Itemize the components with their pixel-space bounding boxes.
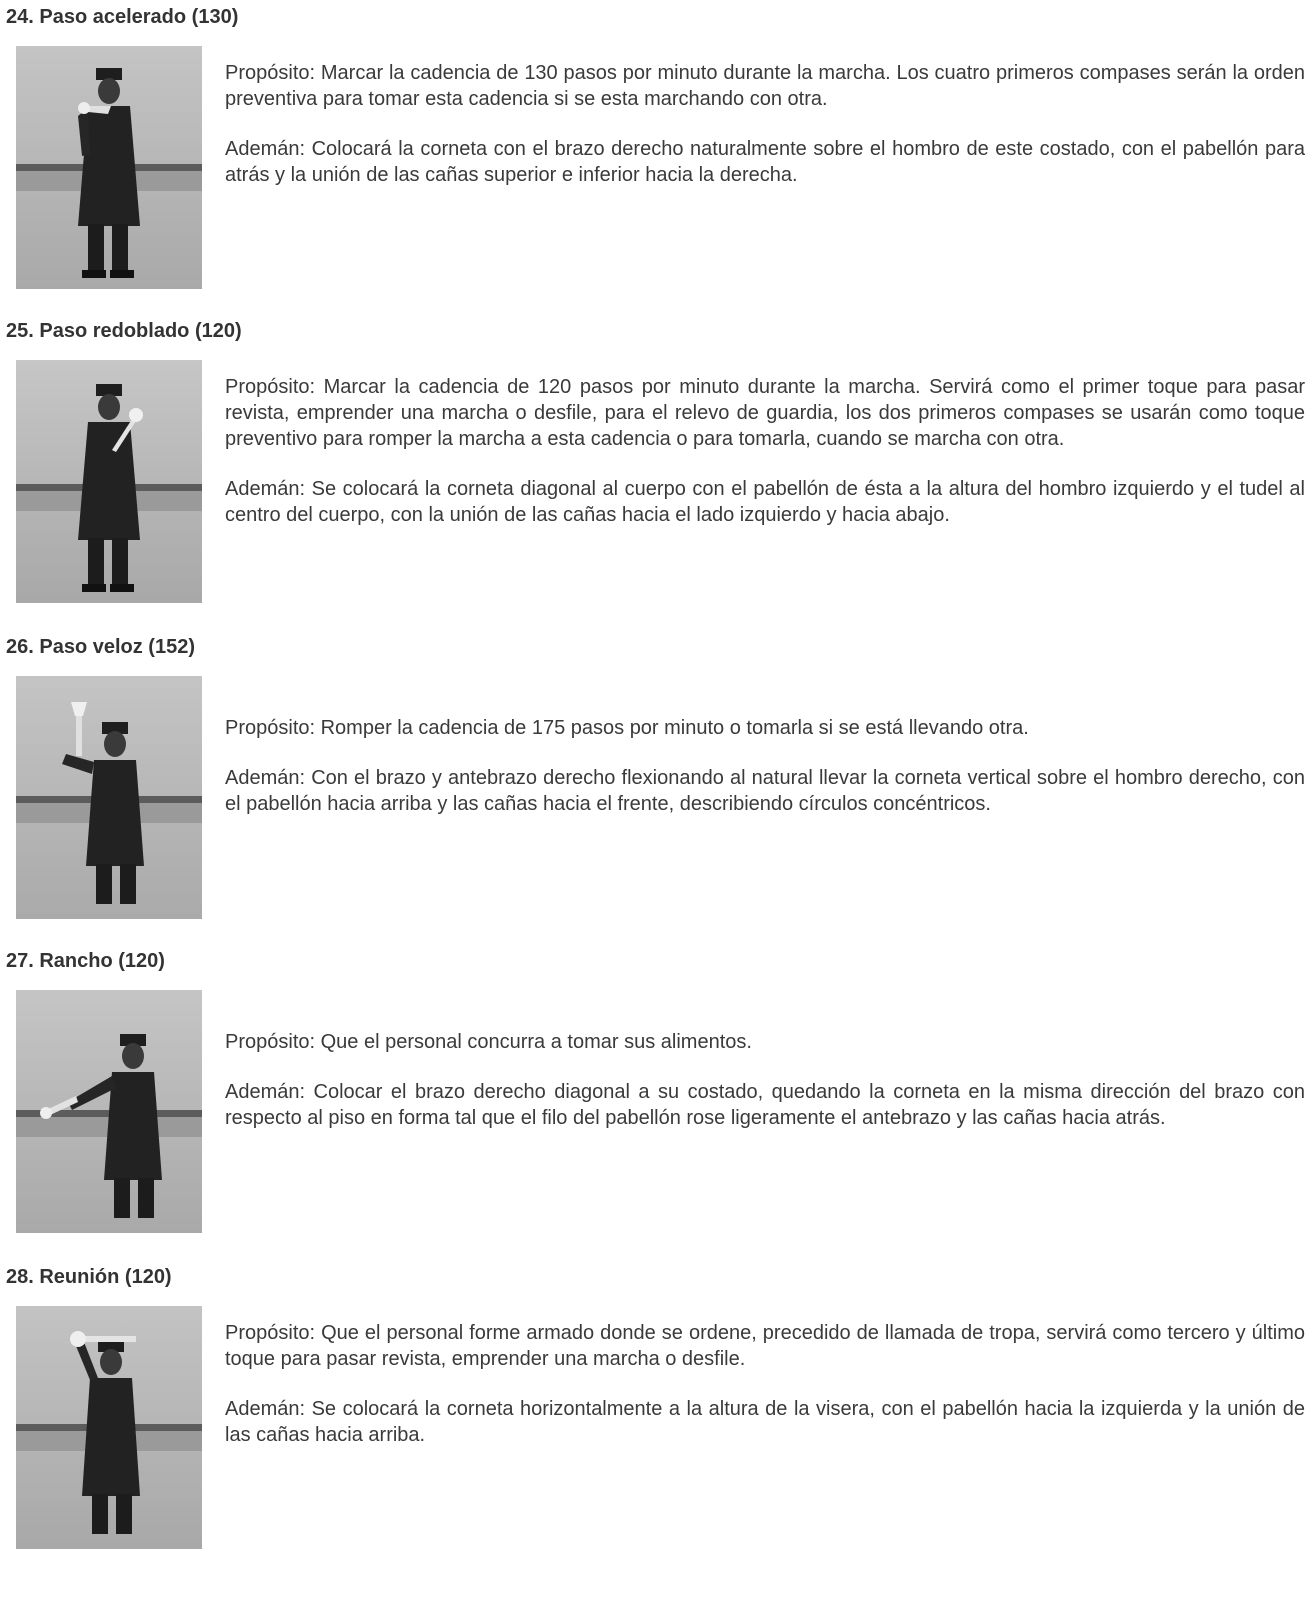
- purpose-text: Propósito: Que el personal concurra a tomar sus alimentos.: [225, 1031, 752, 1053]
- section-title: 25. Paso redoblado (120): [6, 320, 242, 342]
- bugler-photo-rancho: [16, 990, 202, 1233]
- purpose-text: Propósito: Romper la cadencia de 175 pasos por minuto o tomarla si se está llevando otra.: [225, 717, 1029, 739]
- gesture-text: Ademán: Colocará la corneta con el brazo derecho naturalmente sobre el hombro de este costado, con el pabellón para atrás y la unión de las cañas superior e inferior hacia la derecha.: [225, 138, 1305, 186]
- gesture-text: Ademán: Se colocará la corneta horizontalmente a la altura de la visera, con el pabellón hacia la izquierda y la unión de las cañas hacia arriba.: [225, 1398, 1305, 1446]
- purpose-text: Propósito: Marcar la cadencia de 130 pasos por minuto durante la marcha. Los cuatro primeros compases serán la orden preventiva para tomar esta cadencia si se esta marchando con otra.: [225, 62, 1305, 110]
- text-block: [225, 374, 1305, 552]
- bugler-photo-reunion: [16, 1306, 202, 1549]
- text-block: [225, 1320, 1305, 1472]
- gesture-text: Ademán: Con el brazo y antebrazo derecho flexionando al natural llevar la corneta vertical sobre el hombro derecho, con el pabellón hacia arriba y las cañas hacia el frente, describiendo círculos concéntricos.: [225, 767, 1305, 815]
- text-block: [225, 60, 1305, 212]
- section-title: 24. Paso acelerado (130): [6, 6, 239, 28]
- section-title: 26. Paso veloz (152): [6, 636, 195, 658]
- bugler-photo-paso-veloz: [16, 676, 202, 919]
- purpose-text: Propósito: Marcar la cadencia de 120 pasos por minuto durante la marcha. Servirá como el primer toque para pasar revista, emprender una marcha o desfile, para el relevo de guardia, los dos primeros compases se usarán como toque preventivo para romper la marcha a esta cadencia o para tomarla, cuando se marcha con otra.: [225, 376, 1305, 450]
- section-title: 28. Reunión (120): [6, 1266, 172, 1288]
- text-block: [225, 715, 1305, 841]
- text-block: [225, 1029, 1305, 1155]
- bugler-photo-paso-redoblado: [16, 360, 202, 603]
- gesture-text: Ademán: Se colocará la corneta diagonal al cuerpo con el pabellón de ésta a la altura del hombro izquierdo y el tudel al centro del cuerpo, con la unión de las cañas hacia el lado izquierdo y hacia abajo.: [225, 478, 1305, 526]
- gesture-text: Ademán: Colocar el brazo derecho diagonal a su costado, quedando la corneta en la misma dirección del brazo con respecto al piso en forma tal que el filo del pabellón rose ligeramente el antebrazo y las cañas hacia atrás.: [225, 1081, 1305, 1129]
- purpose-text: Propósito: Que el personal forme armado donde se ordene, precedido de llamada de tropa, servirá como tercero y último toque para pasar revista, emprender una marcha o desfile.: [225, 1322, 1305, 1370]
- bugler-photo-paso-acelerado: [16, 46, 202, 289]
- section-title: 27. Rancho (120): [6, 950, 165, 972]
